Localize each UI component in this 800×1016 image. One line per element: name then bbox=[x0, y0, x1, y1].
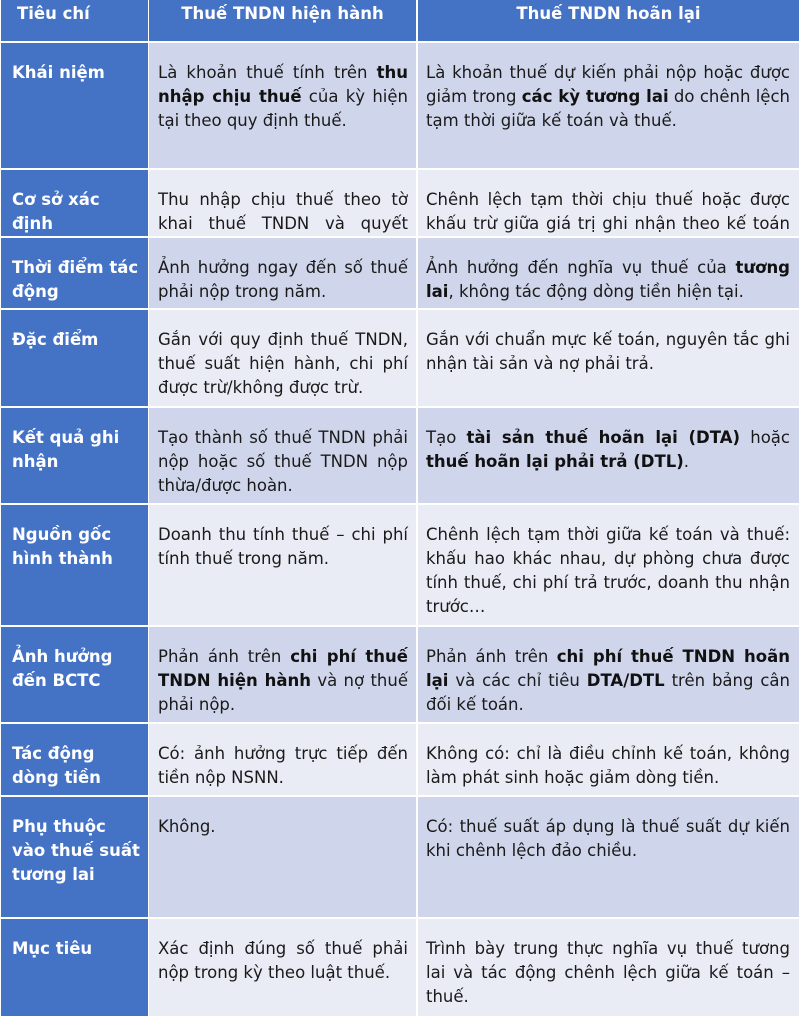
text-run: và các chỉ tiêu bbox=[448, 671, 587, 690]
table-row bbox=[0, 505, 800, 625]
bold-text-run: tương lai bbox=[426, 258, 790, 301]
row-deferred-tax bbox=[418, 310, 799, 406]
header-deferred-tax: Thuế TNDN hoãn lại bbox=[418, 0, 799, 41]
text-run: , không tác động dòng tiền hiện tại. bbox=[448, 282, 744, 301]
text-run: Ảnh hưởng ngay đến số thuế phải nộp trong năm. bbox=[158, 258, 408, 301]
table-row bbox=[0, 724, 800, 795]
row-current-tax bbox=[149, 170, 416, 236]
text-run: Doanh thu tính thuế – chi phí tính thuế trong năm. bbox=[158, 525, 408, 568]
text-run: và nợ thuế phải nộp. bbox=[158, 671, 408, 714]
row-current-tax bbox=[149, 408, 416, 503]
row-criterion: Đặc điểm bbox=[1, 310, 148, 406]
bold-text-run: tài sản thuế hoãn lại (DTA) bbox=[466, 428, 741, 447]
row-criterion: Tác động dòng tiền bbox=[1, 724, 148, 795]
table-row bbox=[0, 919, 800, 1016]
table-row bbox=[0, 310, 800, 406]
row-deferred-tax bbox=[418, 797, 799, 917]
row-criterion: Khái niệm bbox=[1, 43, 148, 168]
header-criterion: Tiêu chí bbox=[1, 0, 148, 41]
text-run: Là khoản thuế dự kiến phải nộp hoặc được giảm trong bbox=[426, 63, 790, 106]
text-run: Xác định đúng số thuế phải nộp trong kỳ theo luật thuế. bbox=[158, 939, 408, 982]
text-run: Có: thuế suất áp dụng là thuế suất dự kiến khi chênh lệch đảo chiều. bbox=[426, 817, 790, 860]
row-current-tax bbox=[149, 797, 416, 917]
row-deferred-tax bbox=[418, 724, 799, 795]
row-current-tax bbox=[149, 724, 416, 795]
row-deferred-tax bbox=[418, 408, 799, 503]
text-run: do chênh lệch tạm thời giữa kế toán và thuế. bbox=[426, 87, 790, 130]
row-criterion: Phụ thuộc vào thuế suất tương lai bbox=[1, 797, 148, 917]
bold-text-run: thu nhập chịu thuế bbox=[158, 63, 408, 106]
row-criterion: Ảnh hưởng đến BCTC bbox=[1, 627, 148, 722]
bold-text-run: chi phí thuế TNDN hiện hành bbox=[158, 647, 408, 690]
text-run: Có: ảnh hưởng trực tiếp đến tiền nộp NSNN. bbox=[158, 744, 408, 787]
row-deferred-tax bbox=[418, 238, 799, 308]
table-row bbox=[0, 238, 800, 308]
bold-text-run: DTA/DTL bbox=[586, 671, 665, 690]
text-run: Trình bày trung thực nghĩa vụ thuế tương lai và tác động chênh lệch giữa kế toán – thuế. bbox=[426, 939, 790, 1006]
table-row bbox=[0, 170, 800, 236]
row-current-tax bbox=[149, 310, 416, 406]
bold-text-run: các kỳ tương lai bbox=[521, 87, 669, 106]
text-run: . bbox=[683, 452, 690, 471]
header-current-tax: Thuế TNDN hiện hành bbox=[149, 0, 416, 41]
text-run: Gắn với chuẩn mực kế toán, nguyên tắc ghi nhận tài sản và nợ phải trả. bbox=[426, 330, 790, 373]
table-row bbox=[0, 627, 800, 722]
row-deferred-tax bbox=[418, 627, 799, 722]
text-run: Chênh lệch tạm thời chịu thuế hoặc được khấu trừ giữa giá trị ghi nhận theo kế toán bbox=[426, 190, 790, 233]
text-run: trên bảng cân đối kế toán. bbox=[426, 671, 790, 714]
bold-text-run: chi phí thuế TNDN hoãn lại bbox=[426, 647, 790, 690]
text-run: Không có: chỉ là điều chỉnh kế toán, không làm phát sinh hoặc giảm dòng tiền. bbox=[426, 744, 790, 787]
row-criterion: Kết quả ghi nhận bbox=[1, 408, 148, 503]
text-run: Không. bbox=[158, 817, 216, 836]
text-run: Phản ánh trên bbox=[426, 647, 557, 666]
table-row bbox=[0, 797, 800, 917]
row-deferred-tax bbox=[418, 919, 799, 1016]
row-deferred-tax bbox=[418, 505, 799, 625]
text-run: của kỳ hiện tại theo quy định thuế. bbox=[158, 87, 408, 130]
row-criterion: Thời điểm tác động bbox=[1, 238, 148, 308]
text-run: Thu nhập chịu thuế theo tờ khai thuế TNDN và quyết bbox=[158, 190, 408, 233]
text-run: Chênh lệch tạm thời giữa kế toán và thuế: khấu hao khác nhau, dự phòng chưa được tính thuế, chi phí trả trước, doanh thu nhận trước… bbox=[426, 525, 790, 616]
row-current-tax bbox=[149, 919, 416, 1016]
text-run: Phản ánh trên bbox=[158, 647, 291, 666]
table-row bbox=[0, 408, 800, 503]
row-criterion: Nguồn gốc hình thành bbox=[1, 505, 148, 625]
row-current-tax bbox=[149, 627, 416, 722]
text-run: Tạo bbox=[426, 428, 467, 447]
row-deferred-tax bbox=[418, 43, 799, 168]
row-deferred-tax bbox=[418, 170, 799, 236]
row-current-tax bbox=[149, 238, 416, 308]
text-run: hoặc bbox=[740, 428, 790, 447]
row-criterion: Mục tiêu bbox=[1, 919, 148, 1016]
text-run: Tạo thành số thuế TNDN phải nộp hoặc số thuế TNDN nộp thừa/được hoàn. bbox=[158, 428, 408, 495]
row-current-tax bbox=[149, 43, 416, 168]
table-header-row bbox=[0, 0, 800, 41]
row-criterion: Cơ sở xác định bbox=[1, 170, 148, 236]
bold-text-run: thuế hoãn lại phải trả (DTL) bbox=[426, 452, 684, 471]
table-row bbox=[0, 43, 800, 168]
text-run: Ảnh hưởng đến nghĩa vụ thuế của bbox=[426, 258, 736, 277]
text-run: Là khoản thuế tính trên bbox=[158, 63, 377, 82]
text-run: Gắn với quy định thuế TNDN, thuế suất hiện hành, chi phí được trừ/không được trừ. bbox=[158, 330, 408, 397]
row-current-tax bbox=[149, 505, 416, 625]
